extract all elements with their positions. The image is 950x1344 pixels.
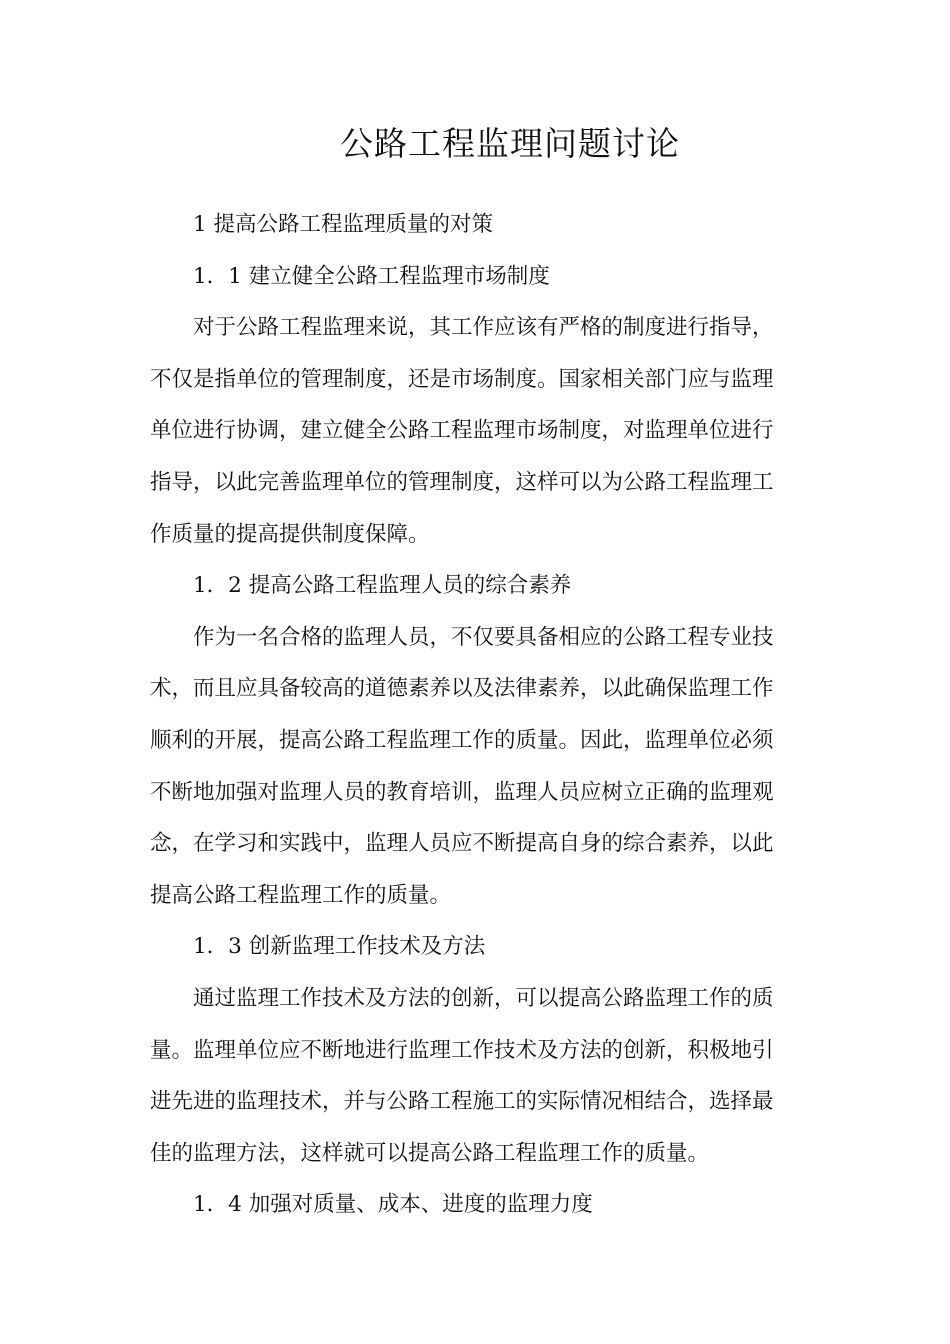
paragraph-line: 不断地加强对监理人员的教育培训，监理人员应树立正确的监理观 [150,779,774,805]
section-heading: 1．3 创新监理工作技术及方法 [193,934,486,960]
paragraph-line: 作为一名合格的监理人员，不仅要具备相应的公路工程专业技 [193,624,774,650]
document-body [150,199,798,1231]
paragraph-line: 单位进行协调，建立健全公路工程监理市场制度，对监理单位进行 [150,418,774,444]
section-heading: 1．1 建立健全公路工程监理市场制度 [193,263,550,289]
section-heading: 1．4 加强对质量、成本、进度的监理力度 [193,1192,593,1218]
section-heading: 1．2 提高公路工程监理人员的综合素养 [193,573,572,599]
document-title: 公路工程监理问题讨论 [340,124,680,163]
paragraph-line: 念，在学习和实践中，监理人员应不断提高自身的综合素养，以此 [150,831,774,857]
paragraph-line: 不仅是指单位的管理制度，还是市场制度。国家相关部门应与监理 [150,366,774,392]
paragraph-line: 量。监理单位应不断地进行监理工作技术及方法的创新，积极地引 [150,1037,774,1063]
paragraph-line: 提高公路工程监理工作的质量。 [150,882,452,908]
paragraph-line: 作质量的提高提供制度保障。 [150,521,430,547]
paragraph-line: 顺利的开展，提高公路工程监理工作的质量。因此，监理单位必须 [150,727,774,753]
paragraph-line: 佳的监理方法，这样就可以提高公路工程监理工作的质量。 [150,1140,710,1166]
paragraph-line: 通过监理工作技术及方法的创新，可以提高公路监理工作的质 [193,985,774,1011]
paragraph-line: 指导，以此完善监理单位的管理制度，这样可以为公路工程监理工 [150,469,774,495]
paragraph-line: 对于公路工程监理来说，其工作应该有严格的制度进行指导， [193,315,774,341]
paragraph-line: 术，而且应具备较高的道德素养以及法律素养，以此确保监理工作 [150,676,774,702]
paragraph-line: 进先进的监理技术，并与公路工程施工的实际情况相结合，选择最 [150,1089,774,1115]
section-heading: 1 提高公路工程监理质量的对策 [193,212,494,237]
